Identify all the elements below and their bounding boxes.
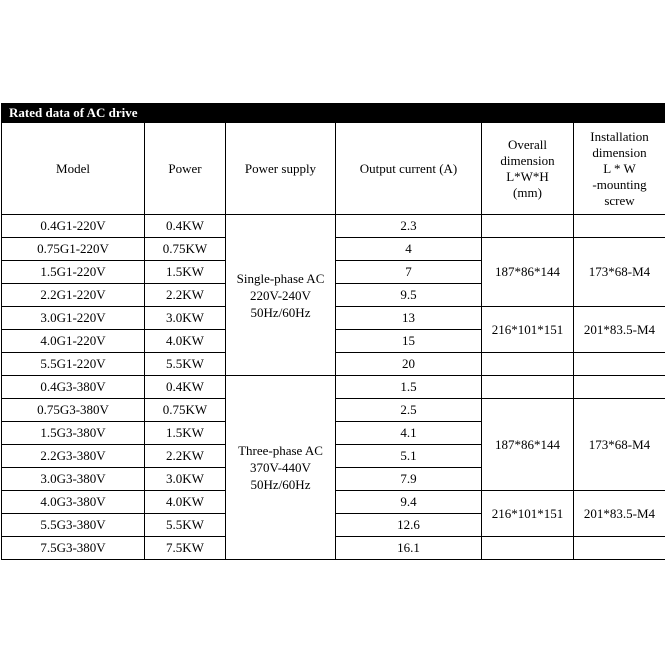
model-cell: 2.2G1-220V xyxy=(2,284,145,307)
current-cell: 16.1 xyxy=(336,537,482,560)
power-cell: 7.5KW xyxy=(145,537,226,560)
model-cell: 0.75G3-380V xyxy=(2,399,145,422)
table-title: Rated data of AC drive xyxy=(1,103,665,122)
overall-dimension-empty xyxy=(482,376,574,399)
model-cell: 4.0G1-220V xyxy=(2,330,145,353)
installation-dimension-empty xyxy=(574,353,665,376)
model-cell: 0.4G3-380V xyxy=(2,376,145,399)
current-cell: 4.1 xyxy=(336,422,482,445)
installation-dimension-small-single: 173*68-M4 xyxy=(574,238,665,307)
power-cell: 4.0KW xyxy=(145,330,226,353)
power-cell: 3.0KW xyxy=(145,307,226,330)
power-cell: 0.75KW xyxy=(145,238,226,261)
current-cell: 1.5 xyxy=(336,376,482,399)
model-cell: 5.5G3-380V xyxy=(2,514,145,537)
model-cell: 0.4G1-220V xyxy=(2,215,145,238)
current-cell: 12.6 xyxy=(336,514,482,537)
header-power: Power xyxy=(145,123,226,215)
current-cell: 2.3 xyxy=(336,215,482,238)
header-power-supply: Power supply xyxy=(226,123,336,215)
power-cell: 0.4KW xyxy=(145,376,226,399)
overall-dimension-empty xyxy=(482,215,574,238)
rated-data-sheet xyxy=(1,103,665,566)
model-cell: 0.75G1-220V xyxy=(2,238,145,261)
power-cell: 0.75KW xyxy=(145,399,226,422)
power-cell: 1.5KW xyxy=(145,261,226,284)
power-supply-single-phase: Single-phase AC 220V-240V 50Hz/60Hz xyxy=(226,215,336,376)
power-cell: 2.2KW xyxy=(145,445,226,468)
current-cell: 7.9 xyxy=(336,468,482,491)
overall-dimension-small-single: 187*86*144 xyxy=(482,238,574,307)
current-cell: 15 xyxy=(336,330,482,353)
table-row xyxy=(2,376,665,399)
power-cell: 2.2KW xyxy=(145,284,226,307)
current-cell: 5.1 xyxy=(336,445,482,468)
current-cell: 13 xyxy=(336,307,482,330)
header-output-current: Output current (A) xyxy=(336,123,482,215)
current-cell: 4 xyxy=(336,238,482,261)
header-row xyxy=(2,123,665,215)
overall-dimension-small-three: 187*86*144 xyxy=(482,399,574,491)
power-cell: 3.0KW xyxy=(145,468,226,491)
installation-dimension-large-three: 201*83.5-M4 xyxy=(574,491,665,537)
installation-dimension-empty xyxy=(574,376,665,399)
model-cell: 7.5G3-380V xyxy=(2,537,145,560)
model-cell: 1.5G3-380V xyxy=(2,422,145,445)
overall-dimension-large-single: 216*101*151 xyxy=(482,307,574,353)
current-cell: 7 xyxy=(336,261,482,284)
overall-dimension-empty xyxy=(482,537,574,560)
model-cell: 4.0G3-380V xyxy=(2,491,145,514)
current-cell: 9.5 xyxy=(336,284,482,307)
installation-dimension-large-single: 201*83.5-M4 xyxy=(574,307,665,353)
model-cell: 3.0G3-380V xyxy=(2,468,145,491)
power-cell: 0.4KW xyxy=(145,215,226,238)
model-cell: 5.5G1-220V xyxy=(2,353,145,376)
model-cell: 3.0G1-220V xyxy=(2,307,145,330)
power-cell: 4.0KW xyxy=(145,491,226,514)
power-cell: 1.5KW xyxy=(145,422,226,445)
installation-dimension-empty xyxy=(574,537,665,560)
header-model: Model xyxy=(2,123,145,215)
table-row xyxy=(2,215,665,238)
power-cell: 5.5KW xyxy=(145,514,226,537)
current-cell: 2.5 xyxy=(336,399,482,422)
header-overall-dimension: Overall dimension L*W*H (mm) xyxy=(482,123,574,215)
model-cell: 2.2G3-380V xyxy=(2,445,145,468)
overall-dimension-empty xyxy=(482,353,574,376)
current-cell: 20 xyxy=(336,353,482,376)
power-supply-three-phase: Three-phase AC 370V-440V 50Hz/60Hz xyxy=(226,376,336,560)
model-cell: 1.5G1-220V xyxy=(2,261,145,284)
header-installation-dimension: Installation dimension L * W -mounting screw xyxy=(574,123,665,215)
rated-data-table xyxy=(1,122,665,560)
installation-dimension-empty xyxy=(574,215,665,238)
overall-dimension-large-three: 216*101*151 xyxy=(482,491,574,537)
installation-dimension-small-three: 173*68-M4 xyxy=(574,399,665,491)
power-cell: 5.5KW xyxy=(145,353,226,376)
current-cell: 9.4 xyxy=(336,491,482,514)
